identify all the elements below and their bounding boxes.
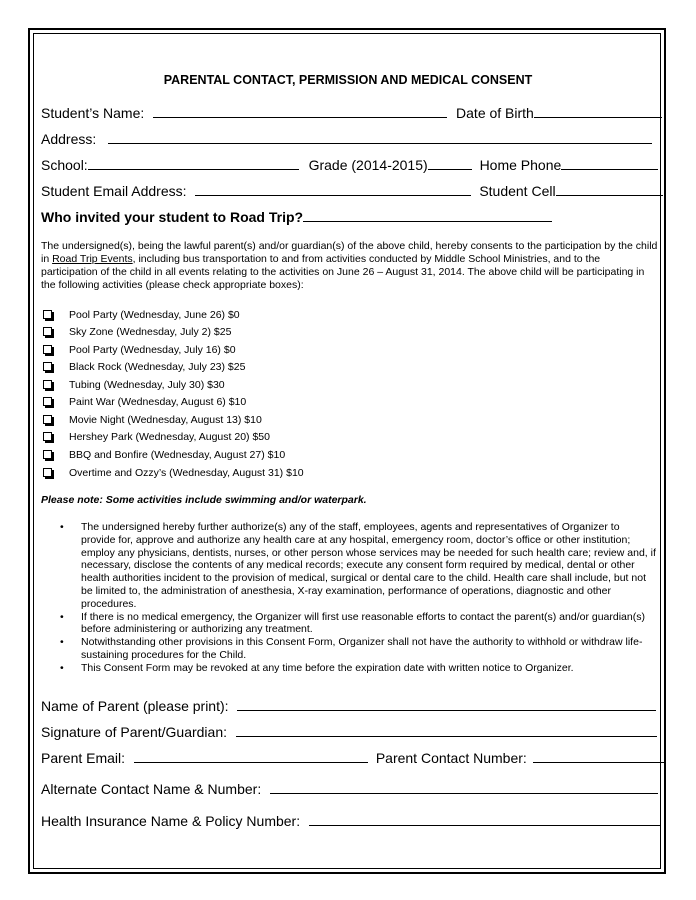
activity-label: BBQ and Bonfire (Wednesday, August 27) $10: [69, 449, 286, 461]
invited-label: Who invited your student to Road Trip?: [41, 209, 304, 225]
dob-label: Date of Birth: [456, 105, 534, 121]
checkbox-icon[interactable]: [43, 345, 52, 354]
school-label: School:: [41, 157, 88, 173]
student-cell-line[interactable]: [556, 182, 663, 196]
activity-label: Paint War (Wednesday, August 6) $10: [69, 396, 247, 408]
checkbox-icon[interactable]: [43, 380, 52, 389]
parent-name-line[interactable]: [237, 697, 656, 711]
road-trip-events-link: Road Trip Events: [52, 253, 133, 265]
student-email-label: Student Email Address:: [41, 183, 187, 199]
student-name-line[interactable]: [153, 104, 447, 118]
invited-row: [41, 208, 552, 225]
activity-item[interactable]: [43, 396, 246, 409]
bullet-icon: •: [60, 636, 64, 649]
activity-label: Hershey Park (Wednesday, August 20) $50: [69, 431, 270, 443]
activity-item[interactable]: [43, 309, 240, 322]
bullet-item: [60, 521, 656, 611]
grade-label: Grade (2014-2015): [308, 157, 428, 173]
student-name-label: Student’s Name:: [41, 105, 145, 121]
bullet-text: If there is no medical emergency, the Organizer will first use reasonable efforts to contact the parent(s) and/or guardian(s) before administering or authorizing any treatment.: [81, 610, 645, 636]
insurance-label: Health Insurance Name & Policy Number:: [41, 813, 301, 829]
bullet-text: The undersigned hereby further authorize(s) any of the staff, employees, agents and representatives of Organizer to provide for, approve and authorize any health care at any hospital, emergency room, doctor’s office or other institution; employ any physicians, dentists, nurses, or other person whose services may be needed for such health care; review and, if necessary, disclose the contents of any medical records; execute any consent form required by medical, dental or other health authorities incident to the provision of medical, surgical or dental care to the child. Health care shall include, but not be limited to, the administration of anesthesia, X-ray examination, performance of operations, diagnostic and other procedures.: [81, 521, 656, 610]
consent-bullets: [60, 521, 656, 675]
home-phone-line[interactable]: [561, 156, 658, 170]
alternate-line[interactable]: [270, 780, 658, 794]
bullet-icon: •: [60, 661, 64, 674]
swimming-note: Please note: Some activities include swimming and/or waterpark.: [41, 494, 367, 506]
checkbox-icon[interactable]: [43, 327, 52, 336]
address-row: [41, 130, 652, 147]
insurance-line[interactable]: [309, 812, 661, 826]
home-phone-label: Home Phone: [479, 157, 562, 173]
address-label: Address:: [41, 131, 97, 147]
student-cell-label: Student Cell: [479, 183, 556, 199]
bullet-item: [60, 636, 656, 662]
activity-label: Overtime and Ozzy’s (Wednesday, August 31) $10: [69, 467, 304, 479]
bullet-icon: •: [60, 610, 64, 623]
activity-item[interactable]: [43, 414, 262, 427]
alternate-row: [41, 780, 658, 797]
activity-item[interactable]: [43, 361, 245, 374]
intro-text-1: The undersigned(s), being the lawful parent(s) and/or guardian(s) of the above child, hereby consents to the participation by the child in: [41, 240, 658, 265]
activity-item[interactable]: [43, 326, 231, 339]
activity-label: Pool Party (Wednesday, July 16) $0: [69, 344, 236, 356]
alternate-label: Alternate Contact Name & Number:: [41, 781, 262, 797]
intro-text-2: , including bus transportation to and from activities conducted by Middle School Ministries, and to the participation of the child in all events relating to the activities on June 26 – August 31, 2014. The above child will be participating in the following activities (please check appropriate boxes):: [41, 253, 645, 291]
checkbox-icon[interactable]: [43, 450, 52, 459]
activity-label: Black Rock (Wednesday, July 23) $25: [69, 361, 246, 373]
bullet-item: [60, 662, 656, 675]
activity-item[interactable]: [43, 379, 225, 392]
activity-item[interactable]: [43, 431, 270, 444]
signature-row: [41, 723, 657, 740]
parent-email-row: [41, 749, 666, 766]
address-line[interactable]: [108, 130, 652, 144]
signature-label: Signature of Parent/Guardian:: [41, 724, 228, 740]
activity-label: Tubing (Wednesday, July 30) $30: [69, 379, 225, 391]
student-email-row: [41, 182, 663, 199]
parent-contact-line[interactable]: [533, 749, 666, 763]
dob-line[interactable]: [534, 104, 662, 118]
insurance-row: [41, 812, 661, 829]
invited-line[interactable]: [303, 208, 552, 222]
parent-email-label: Parent Email:: [41, 750, 126, 766]
activity-item[interactable]: [43, 449, 285, 462]
signature-line[interactable]: [236, 723, 657, 737]
activity-label: Movie Night (Wednesday, August 13) $10: [69, 414, 262, 426]
school-row: [41, 156, 658, 173]
checkbox-icon[interactable]: [43, 432, 52, 441]
parent-contact-label: Parent Contact Number:: [375, 750, 527, 766]
checkbox-icon[interactable]: [43, 415, 52, 424]
activity-item[interactable]: [43, 344, 236, 357]
student-email-line[interactable]: [195, 182, 471, 196]
parent-email-line[interactable]: [134, 749, 368, 763]
activity-label: Pool Party (Wednesday, June 26) $0: [69, 309, 240, 321]
checkbox-icon[interactable]: [43, 397, 52, 406]
checkbox-icon[interactable]: [43, 362, 52, 371]
activity-item[interactable]: [43, 467, 304, 480]
parent-name-label: Name of Parent (please print):: [41, 698, 229, 714]
consent-intro: [41, 240, 659, 292]
checkbox-icon[interactable]: [43, 310, 52, 319]
student-name-row: [41, 104, 662, 121]
grade-line[interactable]: [428, 156, 472, 170]
bullet-item: [60, 611, 656, 637]
checkbox-icon[interactable]: [43, 468, 52, 477]
activity-label: Sky Zone (Wednesday, July 2) $25: [69, 326, 232, 338]
bullet-text: This Consent Form may be revoked at any time before the expiration date with written notice to Organizer.: [81, 661, 574, 674]
school-line[interactable]: [88, 156, 299, 170]
bullet-text: Notwithstanding other provisions in this Consent Form, Organizer shall not have the authority to withhold or withdraw life-sustaining procedures for the Child.: [81, 636, 643, 661]
parent-name-row: [41, 697, 656, 714]
form-title: PARENTAL CONTACT, PERMISSION AND MEDICAL CONSENT: [163, 73, 533, 87]
bullet-icon: •: [60, 521, 64, 533]
